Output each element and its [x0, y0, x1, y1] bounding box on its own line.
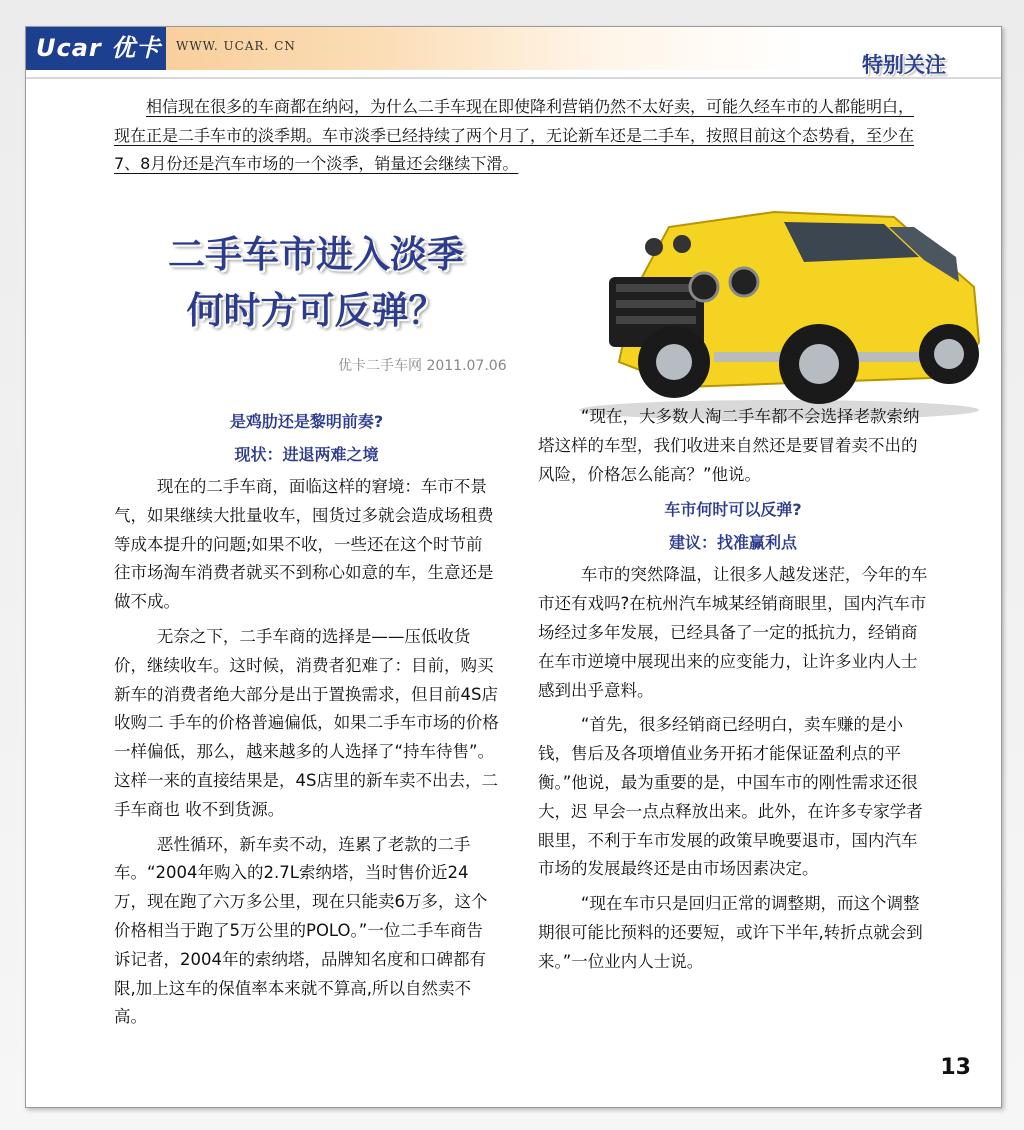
header-divider [26, 77, 1001, 79]
left-subheading-2: 现状：进退两难之境 [234, 445, 379, 464]
left-column [114, 407, 499, 1038]
ucar-logo: Ucar 优卡 [26, 27, 166, 70]
right-paragraph-1: “现在，大多数人淘二手车都不会选择老款索纳塔这样的车型，我们收进来自然还是要冒着卖不出的风险，价格怎么能高？”他说。 [538, 407, 920, 484]
left-subheading-1: 是鸡肋还是黎明前奏? [229, 412, 384, 431]
right-subheading-2: 建议：找准赢利点 [668, 533, 797, 553]
right-paragraph-2: 车市的突然降温，让很多人越发迷茫，今年的车市还有戏吗?在杭州汽车城某经销商眼里，国内汽车市场经过多年发展，已经具备了一定的抵抗力，经销商在车市逆境中展现出来的应变能力，让许多业内人士感到出乎意料。 [538, 565, 928, 700]
magazine-page [25, 26, 1002, 1108]
site-url: WWW. UCAR. CN [176, 39, 296, 53]
right-subheading-1: 车市何时可以反弹? [664, 500, 802, 520]
right-column [538, 403, 928, 983]
byline: 优卡二手车网 2011.07.06 [338, 358, 507, 374]
intro-paragraph: 相信现在很多的车商都在纳闷，为什么二手车现在即使降利营销仍然不太好卖，可能久经车市的人都能明白，现在正是二手车市的淡季期。车市淡季已经持续了两个月了，无论新车还是二手车，按照目前这个态势看，至少在7、8月份还是汽车市场的一个淡季，销量还会继续下滑。 [114, 97, 915, 173]
right-paragraph-3: “首先，很多经销商已经明白，卖车赚的是小钱，售后及各项增值业务开拓才能保证盈利点的平衡。”他说，最为重要的是，中国车市的刚性需求还很大，迟 早会一点点释放出来。此外，在许多专家学者眼里，不利于车市发展的政策早晚要退市，国内汽车市场的发展最终还是由市场因素决定。 [538, 715, 923, 879]
right-paragraph-4: “现在车市只是回归正常的调整期，而这个调整期很可能比预料的还要短，或许下半年,转折点就会到来。”一位业内人士说。 [538, 894, 923, 971]
left-paragraph-3: 恶性循环，新车卖不动，连累了老款的二手车。“2004年购入的2.7L索纳塔，当时售价近24万，现在跑了六万多公里，现在只能卖6万多，这个价格相当于跑了5万公里的POLO。”一位二手车商告诉记者，2004年的索纳塔，品牌知名度和口碑都有限,加上这车的保值率本来就不算高,所以自然卖不高。 [114, 834, 488, 1027]
section-title: 特别关注 [862, 53, 946, 77]
headline-line-2: 何时方可反弹？ [186, 289, 446, 332]
header-band [26, 27, 1001, 70]
article-headline [106, 227, 526, 339]
headline-line-1: 二手车市进入淡季 [168, 233, 464, 276]
left-paragraph-2: 无奈之下，二手车商的选择是——压低收货价，继续收车。这时候，消费者犯难了：目前，购买新车的消费者绝大部分是出于置换需求，但目前4S店收购二 手车的价格普遍偏低，如果二手车市场的价格一样偏低，那么，越来越多的人选择了“持车待售”。这样一来的直接结果是，4S店里的新车卖不出去，二手车商也 收不到货源。 [114, 626, 499, 819]
page-number: 13 [940, 1055, 971, 1080]
left-paragraph-1: 现在的二手车商，面临这样的窘境：车市不景气，如果继续大批量收车，囤货过多就会造成场租费等成本提升的问题;如果不收，一些还在这个时节前往市场淘车消费者就买不到称心如意的车，生意还是做不成。 [114, 477, 494, 612]
yellow-suv-image [564, 182, 994, 422]
